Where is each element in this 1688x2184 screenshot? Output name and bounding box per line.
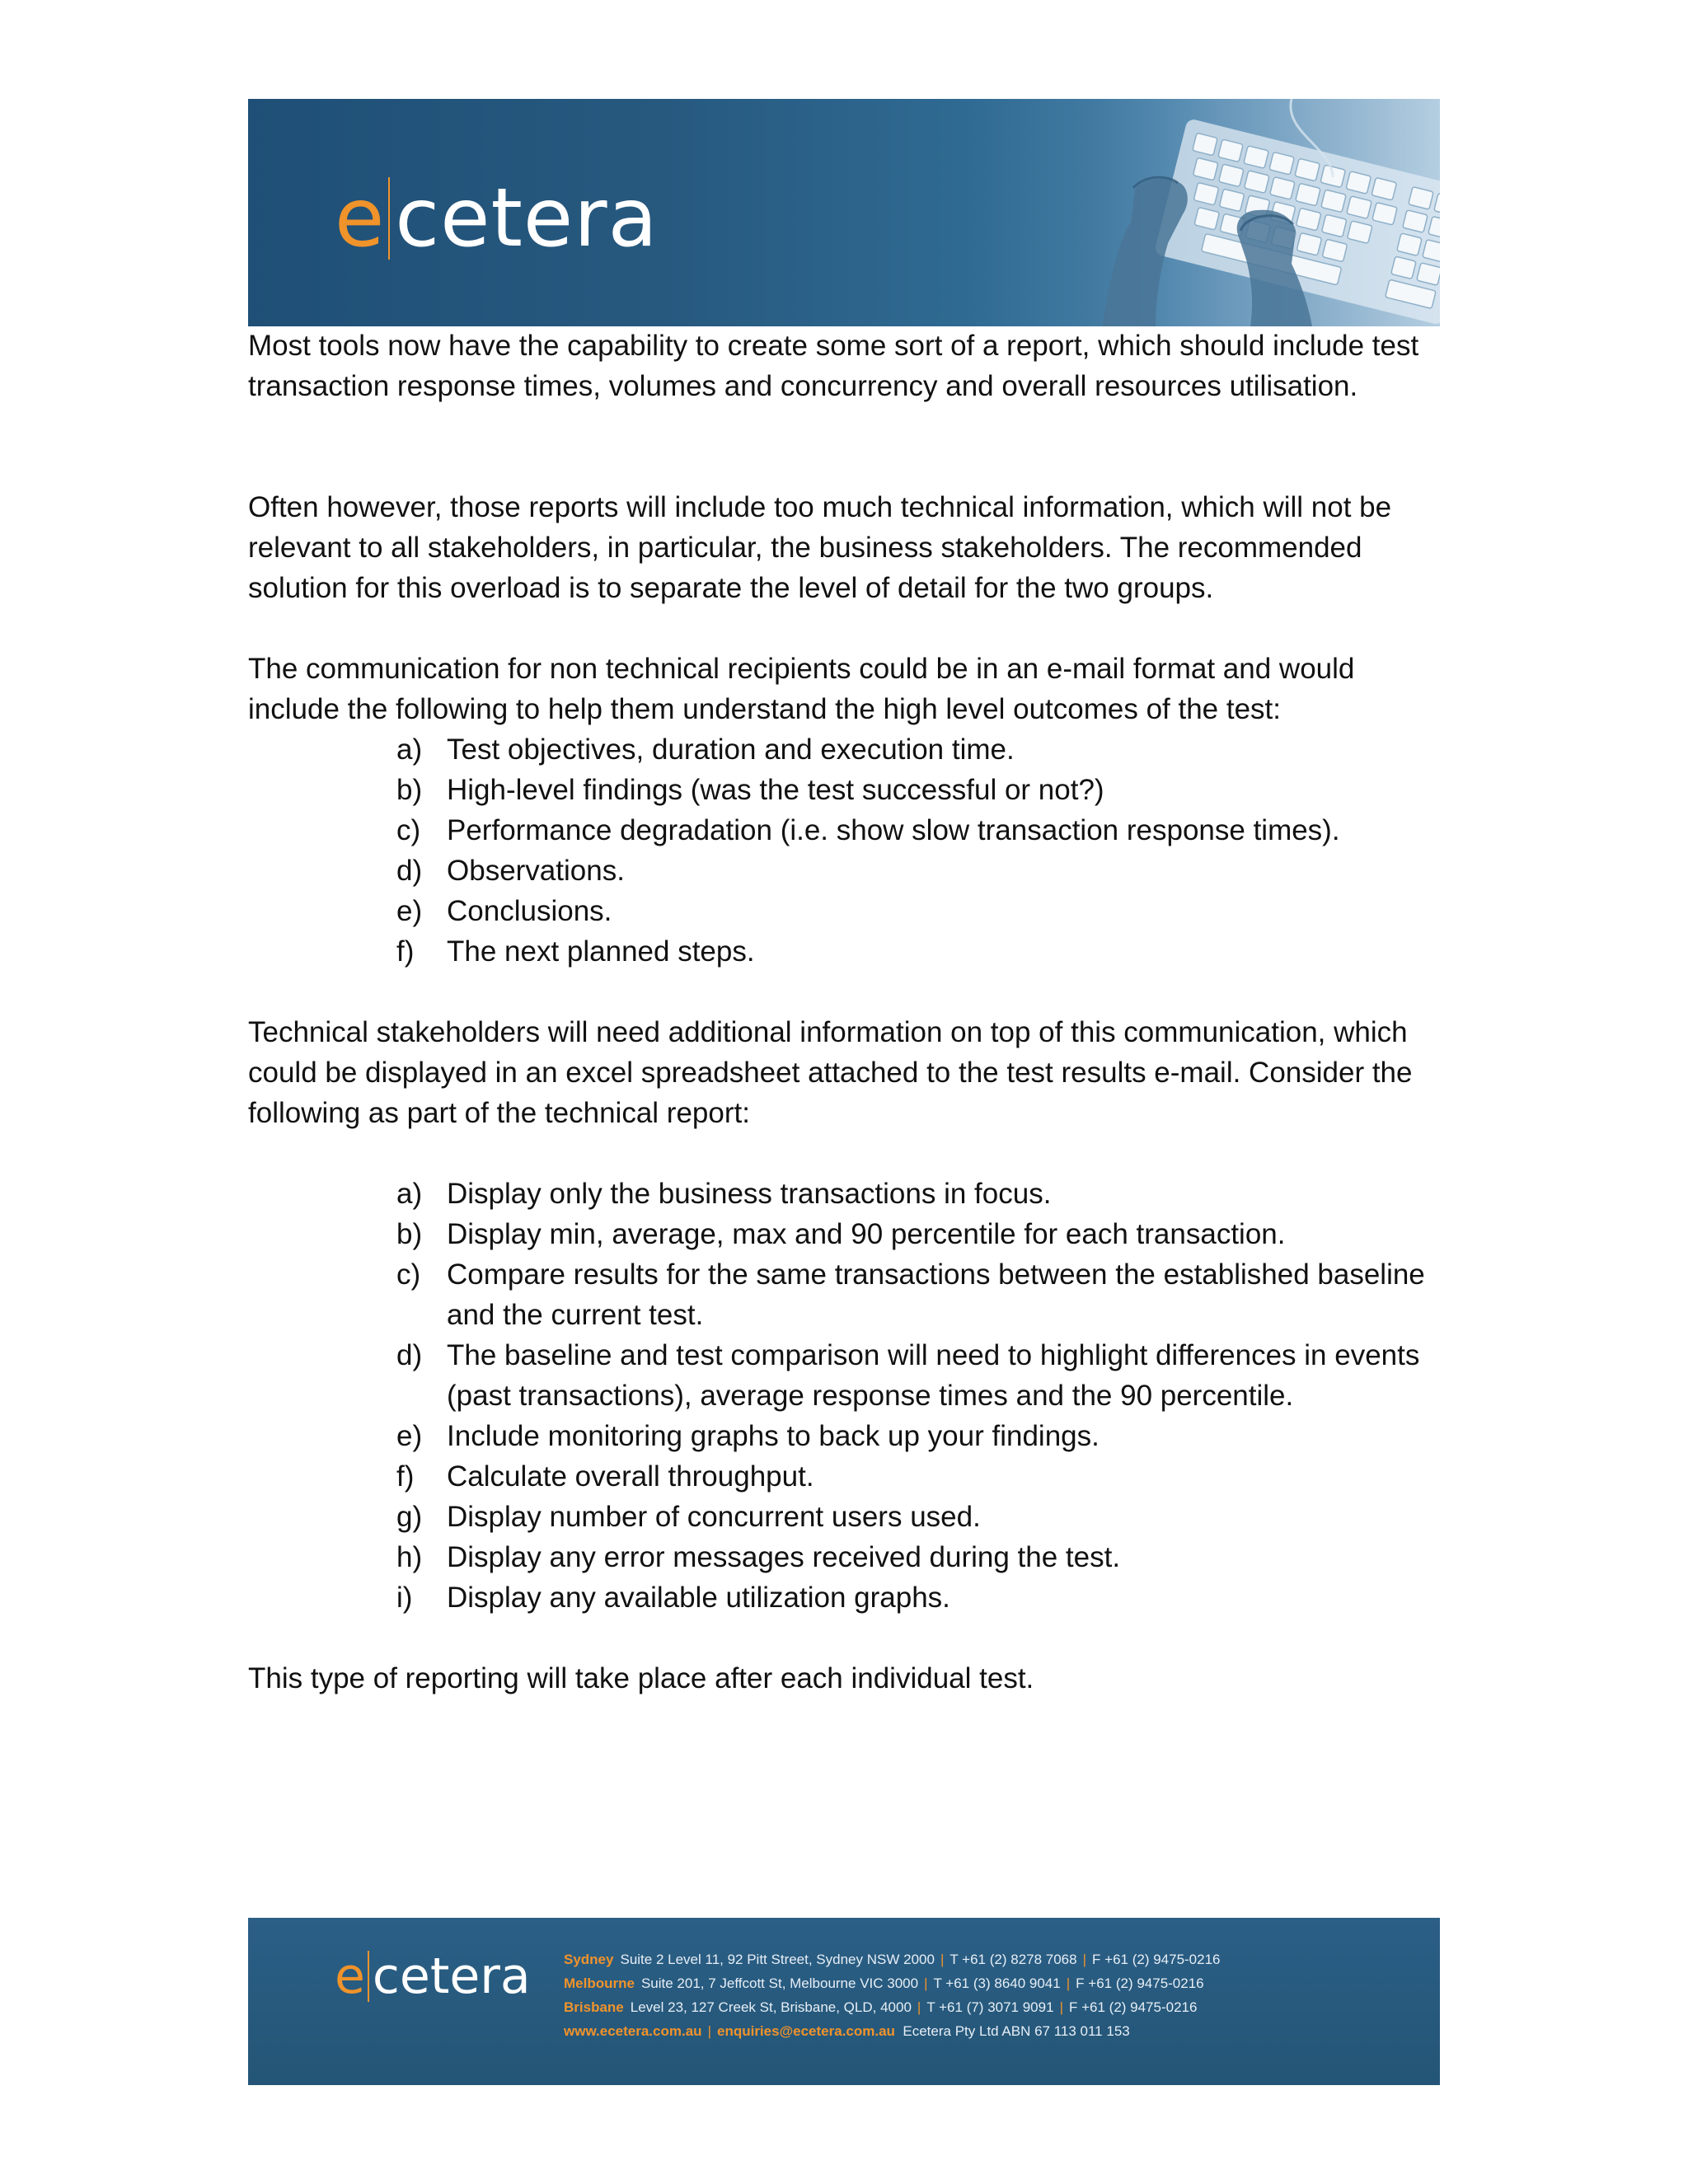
list-item	[248, 1254, 1443, 1335]
office-phone: T +61 (3) 8640 9041	[933, 1975, 1061, 1991]
non-technical-list	[248, 729, 1443, 972]
list-item	[248, 729, 1443, 770]
office-sydney	[564, 1947, 1221, 1971]
office-city: Brisbane	[564, 1999, 624, 2015]
paragraph-closing: This type of reporting will take place after each individual test.	[248, 1662, 1034, 1694]
website-link[interactable]: www.ecetera.com.au	[564, 2023, 702, 2039]
list-marker: b)	[396, 1218, 423, 1250]
ecetera-logo	[335, 169, 659, 268]
list-item	[248, 1416, 1443, 1456]
list-item-text: Display any available utilization graphs.	[447, 1582, 950, 1614]
list-marker: c)	[396, 1258, 421, 1291]
office-city: Melbourne	[564, 1975, 635, 1991]
technical-list	[248, 1174, 1443, 1618]
list-marker: f)	[396, 1460, 415, 1493]
office-melbourne	[564, 1971, 1221, 1995]
office-fax: F +61 (2) 9475-0216	[1092, 1952, 1221, 1967]
list-item	[248, 1214, 1443, 1254]
list-item-text: Display min, average, max and 90 percentile for each transaction.	[447, 1218, 1286, 1250]
logo-divider	[368, 1951, 369, 2002]
paragraph-intro: Most tools now have the capability to create some sort of a report, which should include test transaction response times, volumes and concurrency and overall resources utilisation.	[248, 330, 1419, 402]
office-address: Suite 201, 7 Jeffcott St, Melbourne VIC 3000	[640, 1975, 919, 1991]
document-body	[248, 326, 1443, 1699]
paragraph-overload: Often however, those reports will include too much technical information, which will not be relevant to all stakeholders, in particular, the business stakeholders. The recommended solution for this overload is to separate the level of detail for the two groups.	[248, 491, 1392, 604]
list-marker: g)	[396, 1501, 423, 1533]
list-item-text: Observations.	[447, 855, 625, 887]
list-item-text: Display number of concurrent users used.	[447, 1501, 981, 1533]
list-item	[248, 1537, 1443, 1577]
office-phone: T +61 (2) 8278 7068	[950, 1952, 1077, 1967]
divider: |	[940, 1952, 945, 1967]
list-item	[248, 1335, 1443, 1416]
list-marker: h)	[396, 1541, 423, 1573]
divider: |	[917, 1999, 921, 2015]
list-item	[248, 1497, 1443, 1537]
email-link[interactable]: enquiries@ecetera.com.au	[716, 2023, 895, 2039]
list-marker: d)	[396, 855, 423, 887]
list-item-text: Test objectives, duration and execution time.	[447, 733, 1015, 766]
list-marker: c)	[396, 814, 421, 846]
office-fax: F +61 (2) 9475-0216	[1068, 1999, 1198, 2015]
list-item	[248, 1174, 1443, 1214]
list-marker: a)	[396, 1178, 423, 1210]
logo-divider	[388, 177, 390, 260]
list-item-text: Calculate overall throughput.	[447, 1460, 814, 1493]
office-brisbane	[564, 1995, 1221, 2019]
company-registration: Ecetera Pty Ltd ABN 67 113 011 153	[903, 2023, 1130, 2039]
list-item	[248, 931, 1443, 972]
divider: |	[1082, 1952, 1087, 1967]
list-item-text: Display only the business transactions in focus.	[447, 1178, 1052, 1210]
list-item	[248, 851, 1443, 891]
list-marker: e)	[396, 1420, 423, 1452]
list-marker: a)	[396, 733, 423, 766]
list-item-text: Compare results for the same transactions between the established baseline and the current test.	[447, 1258, 1425, 1331]
keyboard-typing-image	[1085, 99, 1440, 326]
list-marker: d)	[396, 1339, 423, 1371]
footer-banner	[248, 1918, 1440, 2085]
paragraph-non-technical: The communication for non technical recipients could be in an e-mail format and would include the following to help them understand the high level outcomes of the test:	[248, 653, 1355, 725]
footer-links-row	[564, 2019, 1221, 2043]
logo-prefix: e	[335, 171, 386, 265]
list-item-text: The next planned steps.	[447, 935, 755, 968]
list-marker: f)	[396, 935, 415, 968]
divider: |	[1066, 1975, 1071, 1991]
ecetera-footer-logo	[335, 1947, 531, 2005]
logo-prefix: e	[335, 1947, 365, 2005]
list-item-text: Include monitoring graphs to back up your findings.	[447, 1420, 1100, 1452]
paragraph-technical: Technical stakeholders will need additional information on top of this communication, which could be displayed in an excel spreadsheet attached to the test results e-mail. Consider the following as part of the technical report:	[248, 1016, 1413, 1129]
logo-wordmark: cetera	[395, 171, 659, 265]
list-item	[248, 770, 1443, 810]
logo-wordmark: cetera	[372, 1947, 531, 2005]
header-banner	[248, 99, 1440, 326]
list-item	[248, 891, 1443, 931]
list-item-text: High-level findings (was the test successful or not?)	[447, 774, 1104, 806]
list-item	[248, 1577, 1443, 1618]
list-item	[248, 810, 1443, 851]
list-item-text: Conclusions.	[447, 895, 612, 927]
divider: |	[924, 1975, 928, 1991]
list-item-text: The baseline and test comparison will need to highlight differences in events (past transactions), average response times and the 90 percentile.	[447, 1339, 1420, 1412]
list-marker: b)	[396, 774, 423, 806]
office-city: Sydney	[564, 1952, 614, 1967]
list-marker: e)	[396, 895, 423, 927]
list-item-text: Performance degradation (i.e. show slow transaction response times).	[447, 814, 1340, 846]
divider: |	[707, 2023, 711, 2039]
office-fax: F +61 (2) 9475-0216	[1076, 1975, 1204, 1991]
list-item	[248, 1456, 1443, 1497]
list-item-text: Display any error messages received during the test.	[447, 1541, 1121, 1573]
divider: |	[1059, 1999, 1063, 2015]
office-address: Suite 2 Level 11, 92 Pitt Street, Sydney NSW 2000	[620, 1952, 935, 1967]
list-marker: i)	[396, 1582, 413, 1614]
office-address: Level 23, 127 Creek St, Brisbane, QLD, 4000	[630, 1999, 912, 2015]
footer-contact-info	[564, 1947, 1221, 2043]
office-phone: T +61 (7) 3071 9091	[926, 1999, 1054, 2015]
